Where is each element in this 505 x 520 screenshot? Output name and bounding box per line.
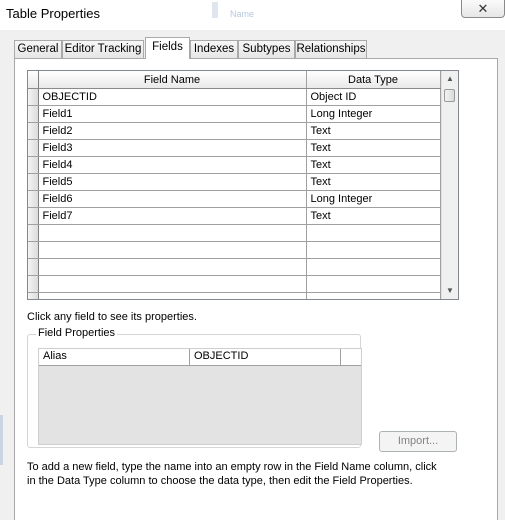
table-row[interactable] <box>28 157 440 174</box>
vertical-scrollbar[interactable] <box>441 71 458 299</box>
field-name-cell[interactable]: Field3 <box>38 140 306 157</box>
data-type-cell[interactable] <box>306 225 440 242</box>
title-bar <box>0 0 505 30</box>
field-name-cell[interactable] <box>38 225 306 242</box>
scroll-up-icon[interactable]: ▲ <box>446 74 454 83</box>
field-name-cell[interactable]: Field2 <box>38 123 306 140</box>
table-row[interactable] <box>28 293 440 301</box>
field-properties-grid <box>38 348 362 445</box>
dialog-body <box>0 30 505 520</box>
table-row[interactable] <box>28 242 440 259</box>
row-selector[interactable] <box>28 225 38 242</box>
column-header-data-type[interactable]: Data Type <box>306 71 440 89</box>
row-selector[interactable] <box>28 259 38 276</box>
data-type-cell[interactable]: Text <box>306 140 440 157</box>
property-value-cell[interactable]: OBJECTID <box>190 349 341 365</box>
field-name-cell[interactable]: Field5 <box>38 174 306 191</box>
data-type-cell[interactable]: Long Integer <box>306 191 440 208</box>
table-row[interactable] <box>28 106 440 123</box>
row-selector[interactable] <box>28 140 38 157</box>
data-type-cell[interactable] <box>306 242 440 259</box>
data-type-cell[interactable]: Text <box>306 174 440 191</box>
table-row[interactable] <box>28 89 440 106</box>
grid-body <box>28 89 440 301</box>
table-row[interactable] <box>28 140 440 157</box>
field-name-cell[interactable] <box>38 259 306 276</box>
table-row[interactable] <box>28 191 440 208</box>
row-selector[interactable] <box>28 276 38 293</box>
background-window-edge <box>212 2 218 18</box>
field-name-cell[interactable]: Field1 <box>38 106 306 123</box>
window-title: Table Properties <box>6 6 100 21</box>
row-selector-header <box>28 71 38 89</box>
instructions-text: To add a new field, type the name into an empty row in the Field Name column, click in the Data Type column to choose the data type, then edit the Field Properties. <box>27 461 437 487</box>
property-name-cell: Alias <box>39 349 190 365</box>
table-row[interactable] <box>28 225 440 242</box>
row-selector[interactable] <box>28 157 38 174</box>
field-properties-group <box>27 327 361 448</box>
table-row[interactable] <box>28 123 440 140</box>
fields-table <box>28 71 441 300</box>
scroll-down-icon[interactable]: ▼ <box>446 286 454 295</box>
table-row[interactable] <box>28 259 440 276</box>
import-button[interactable]: Import... <box>379 431 457 452</box>
field-name-cell[interactable]: Field7 <box>38 208 306 225</box>
row-selector[interactable] <box>28 208 38 225</box>
field-properties-legend: Field Properties <box>38 327 116 339</box>
data-type-cell[interactable] <box>306 276 440 293</box>
close-icon: ✕ <box>477 1 489 16</box>
field-name-cell[interactable]: OBJECTID <box>38 89 306 106</box>
data-type-cell[interactable]: Object ID <box>306 89 440 106</box>
table-row[interactable] <box>28 208 440 225</box>
tab-subtypes[interactable]: Subtypes <box>238 40 295 58</box>
field-name-cell[interactable] <box>38 242 306 259</box>
row-selector[interactable] <box>28 106 38 123</box>
fields-tab-panel <box>14 58 498 520</box>
tab-relationships[interactable]: Relationships <box>295 40 367 58</box>
row-selector[interactable] <box>28 123 38 140</box>
property-extra-cell <box>341 349 361 365</box>
hint-text: Click any field to see its properties. <box>27 311 197 323</box>
scroll-thumb[interactable] <box>444 89 455 102</box>
background-window-text: Name <box>230 9 255 19</box>
data-type-cell[interactable]: Text <box>306 208 440 225</box>
row-selector[interactable] <box>28 89 38 106</box>
field-name-cell[interactable]: Field4 <box>38 157 306 174</box>
tab-indexes[interactable]: Indexes <box>190 40 238 58</box>
data-type-cell[interactable]: Text <box>306 123 440 140</box>
background-window-edge-left <box>0 415 3 465</box>
row-selector[interactable] <box>28 174 38 191</box>
close-button[interactable] <box>461 0 505 18</box>
data-type-cell[interactable]: Long Integer <box>306 106 440 123</box>
column-header-field-name[interactable]: Field Name <box>38 71 306 89</box>
property-row[interactable] <box>39 349 361 366</box>
field-name-cell[interactable] <box>38 276 306 293</box>
row-selector[interactable] <box>28 191 38 208</box>
data-type-cell[interactable] <box>306 293 440 301</box>
table-row[interactable] <box>28 174 440 191</box>
tab-editor-tracking[interactable]: Editor Tracking <box>62 40 144 58</box>
row-selector[interactable] <box>28 242 38 259</box>
field-name-cell[interactable] <box>38 293 306 301</box>
grid-header-row <box>28 71 440 89</box>
row-selector[interactable] <box>28 293 38 301</box>
table-row[interactable] <box>28 276 440 293</box>
tab-general[interactable]: General <box>14 40 62 58</box>
data-type-cell[interactable] <box>306 259 440 276</box>
fields-grid[interactable] <box>27 70 459 300</box>
data-type-cell[interactable]: Text <box>306 157 440 174</box>
field-name-cell[interactable]: Field6 <box>38 191 306 208</box>
tab-fields[interactable]: Fields <box>145 37 190 59</box>
